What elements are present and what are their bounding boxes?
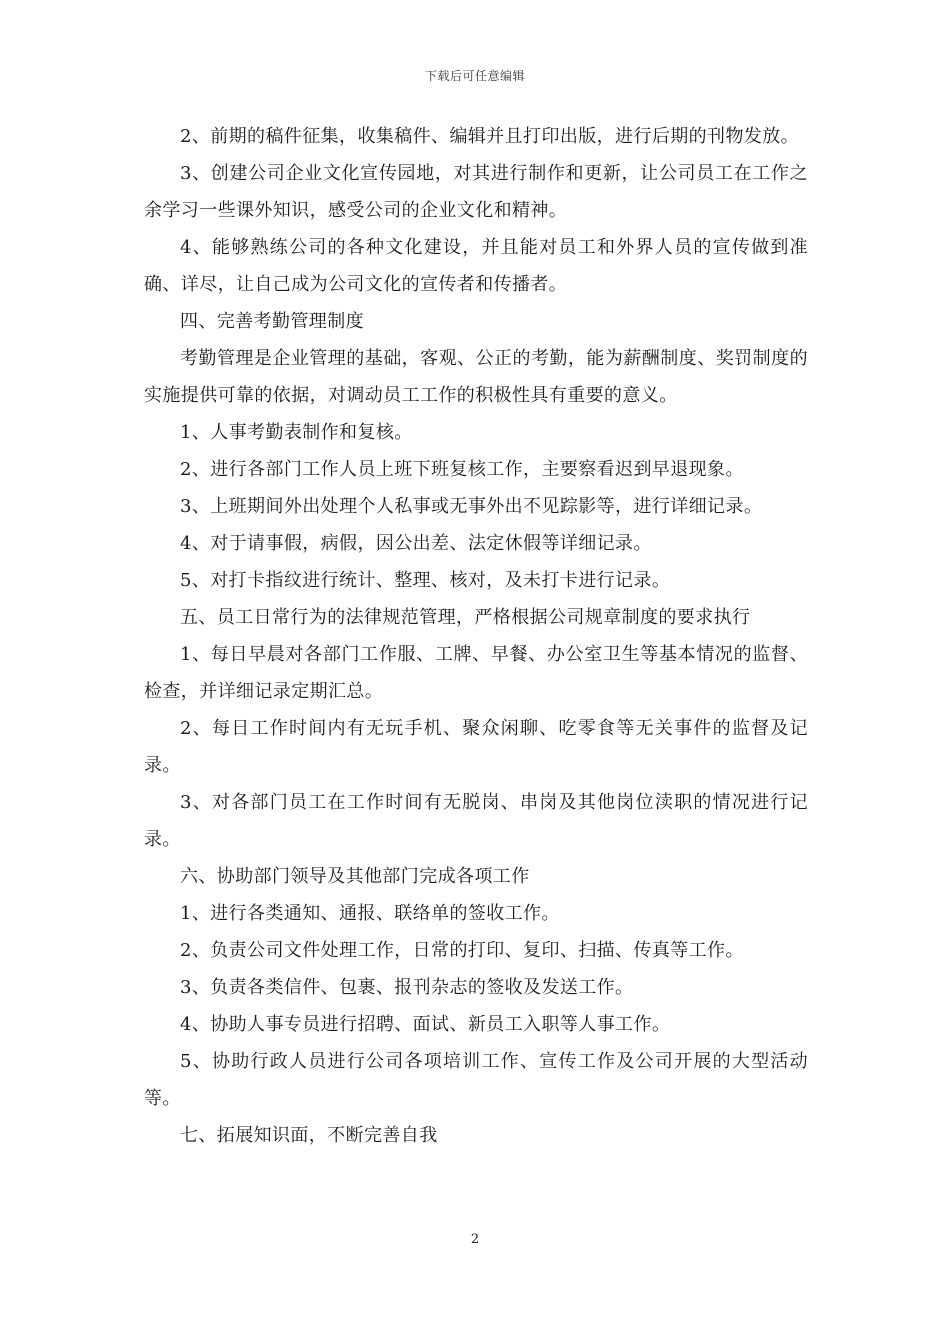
section-heading: 五、员工日常行为的法律规范管理，严格根据公司规章制度的要求执行: [180, 607, 751, 628]
page-header: 下载后可任意编辑: [424, 69, 525, 83]
list-item: 1、进行各类通知、通报、联络单的签收工作。: [180, 903, 560, 924]
page-number: 2: [470, 1232, 480, 1247]
list-item: 3、对各部门员工在工作时间有无脱岗、串岗及其他岗位渎职的情况进行记录。: [144, 792, 808, 850]
paragraph: 3、创建公司企业文化宣传园地，对其进行制作和更新，让公司员工在工作之余学习一些课外知识，感受公司的企业文化和精神。: [144, 163, 808, 221]
list-item: 3、上班期间外出处理个人私事或无事外出不见踪影等，进行详细记录。: [180, 496, 763, 517]
list-item: 1、每日早晨对各部门工作服、工牌、早餐、办公室卫生等基本情况的监督、检查，并详细记录定期汇总。: [144, 644, 808, 702]
section-heading: 七、拓展知识面，不断完善自我: [180, 1125, 438, 1146]
section-heading: 四、完善考勤管理制度: [180, 311, 364, 332]
section-heading: 六、协助部门领导及其他部门完成各项工作: [180, 866, 530, 887]
document-body: [144, 118, 808, 1154]
list-item: 5、协助行政人员进行公司各项培训工作、宣传工作及公司开展的大型活动等。: [144, 1051, 808, 1109]
list-item: 5、对打卡指纹进行统计、整理、核对，及未打卡进行记录。: [180, 570, 671, 591]
list-item: 2、每日工作时间内有无玩手机、聚众闲聊、吃零食等无关事件的监督及记录。: [144, 718, 808, 776]
paragraph: 2、前期的稿件征集，收集稿件、编辑并且打印出版，进行后期的刊物发放。: [180, 126, 800, 147]
list-item: 4、协助人事专员进行招聘、面试、新员工入职等人事工作。: [180, 1014, 671, 1035]
list-item: 2、负责公司文件处理工作，日常的打印、复印、扫描、传真等工作。: [180, 940, 744, 961]
paragraph: 考勤管理是企业管理的基础，客观、公正的考勤，能为薪酬制度、奖罚制度的实施提供可靠的依据，对调动员工工作的积极性具有重要的意义。: [144, 348, 808, 406]
list-item: 2、进行各部门工作人员上班下班复核工作，主要察看迟到早退现象。: [180, 459, 744, 480]
paragraph: 4、能够熟练公司的各种文化建设，并且能对员工和外界人员的宣传做到准确、详尽，让自己成为公司文化的宣传者和传播者。: [144, 237, 808, 295]
list-item: 4、对于请事假，病假，因公出差、法定休假等详细记录。: [180, 533, 652, 554]
list-item: 3、负责各类信件、包裹、报刊杂志的签收及发送工作。: [180, 977, 634, 998]
list-item: 1、人事考勤表制作和复核。: [180, 422, 413, 443]
